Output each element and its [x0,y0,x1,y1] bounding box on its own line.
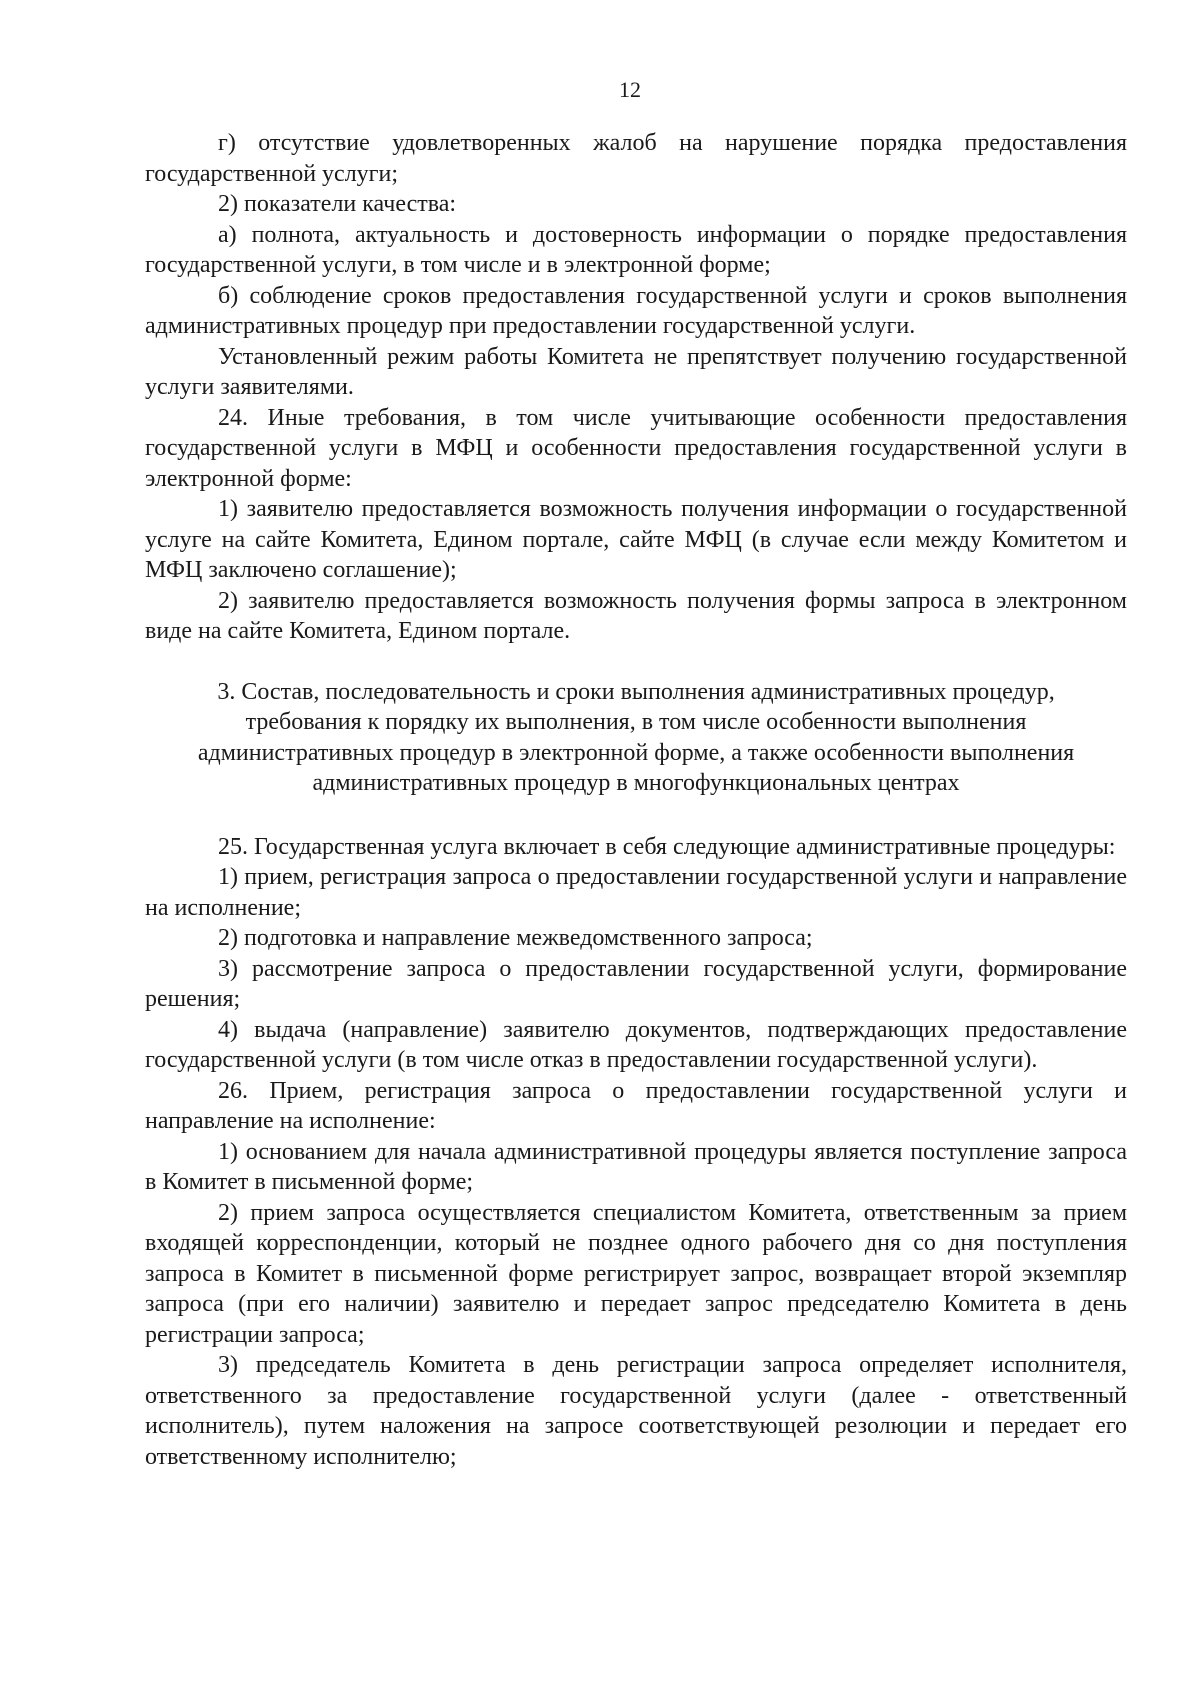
paragraph: г) отсутствие удовлетворенных жалоб на нарушение порядка предоставления государственной услуги; [145,130,1127,187]
page-number: 12 [619,77,641,102]
paragraph: 25. Государственная услуга включает в себя следующие административные процедуры: [218,833,1116,860]
section-heading-line: требования к порядку их выполнения, в том числе особенности выполнения [245,709,1027,735]
document-body [145,128,1127,1472]
paragraph: Установленный режим работы Комитета не препятствует получению государственной услуги заявителями. [145,343,1127,400]
paragraph: 26. Прием, регистрация запроса о предоставлении государственной услуги и направление на исполнение: [145,1077,1127,1134]
paragraph: а) полнота, актуальность и достоверность информации о порядке предоставления государственной услуги, в том числе и в электронной форме; [145,221,1127,278]
paragraph: 2) прием запроса осуществляется специалистом Комитета, ответственным за прием входящей корреспонденции, который не позднее одного рабочего дня со дня поступления запроса в Комитет в письменной форме регистрирует запрос, возвращает второй экземпляр запроса (при его наличии) заявителю и передает запрос председателю Комитета в день регистрации запроса; [145,1199,1127,1348]
paragraph: 3) рассмотрение запроса о предоставлении государственной услуги, формирование решения; [145,955,1127,1012]
paragraph: 1) прием, регистрация запроса о предоставлении государственной услуги и направление на исполнение; [145,864,1127,921]
paragraph: 24. Иные требования, в том числе учитывающие особенности предоставления государственной услуги в МФЦ и особенности предоставления государственной услуги в электронной форме: [145,404,1127,492]
paragraph: б) соблюдение сроков предоставления государственной услуги и сроков выполнения административных процедур при предоставлении государственной услуги. [145,282,1127,339]
paragraph: 1) заявителю предоставляется возможность получения информации о государственной услуге на сайте Комитета, Едином портале, сайте МФЦ (в случае если между Комитетом и МФЦ заключено соглашение); [145,496,1127,583]
paragraph: 2) подготовка и направление межведомственного запроса; [218,925,813,951]
paragraph: 4) выдача (направление) заявителю документов, подтверждающих предоставление государственной услуги (в том числе отказ в предоставлении государственной услуги). [145,1016,1127,1073]
paragraph: 2) показатели качества: [218,191,457,217]
section-heading-line: административных процедур в электронной форме, а также особенности выполнения [197,739,1075,766]
section-heading-line: административных процедур в многофункциональных центрах [312,770,960,796]
paragraph: 1) основанием для начала административной процедуры является поступление запроса в Комитет в письменной форме; [145,1138,1127,1195]
paragraph: 2) заявителю предоставляется возможность получения формы запроса в электронном виде на сайте Комитета, Едином портале. [145,587,1127,644]
section-heading [145,677,1127,799]
section-heading-line: 3. Состав, последовательность и сроки выполнения административных процедур, [217,678,1055,705]
paragraph: 3) председатель Комитета в день регистрации запроса определяет исполнителя, ответственного за предоставление государственной услуги (далее - ответственный исполнитель), путем наложения на запросе соответствующей резолюции и передает его ответственному исполнителю; [145,1352,1127,1470]
